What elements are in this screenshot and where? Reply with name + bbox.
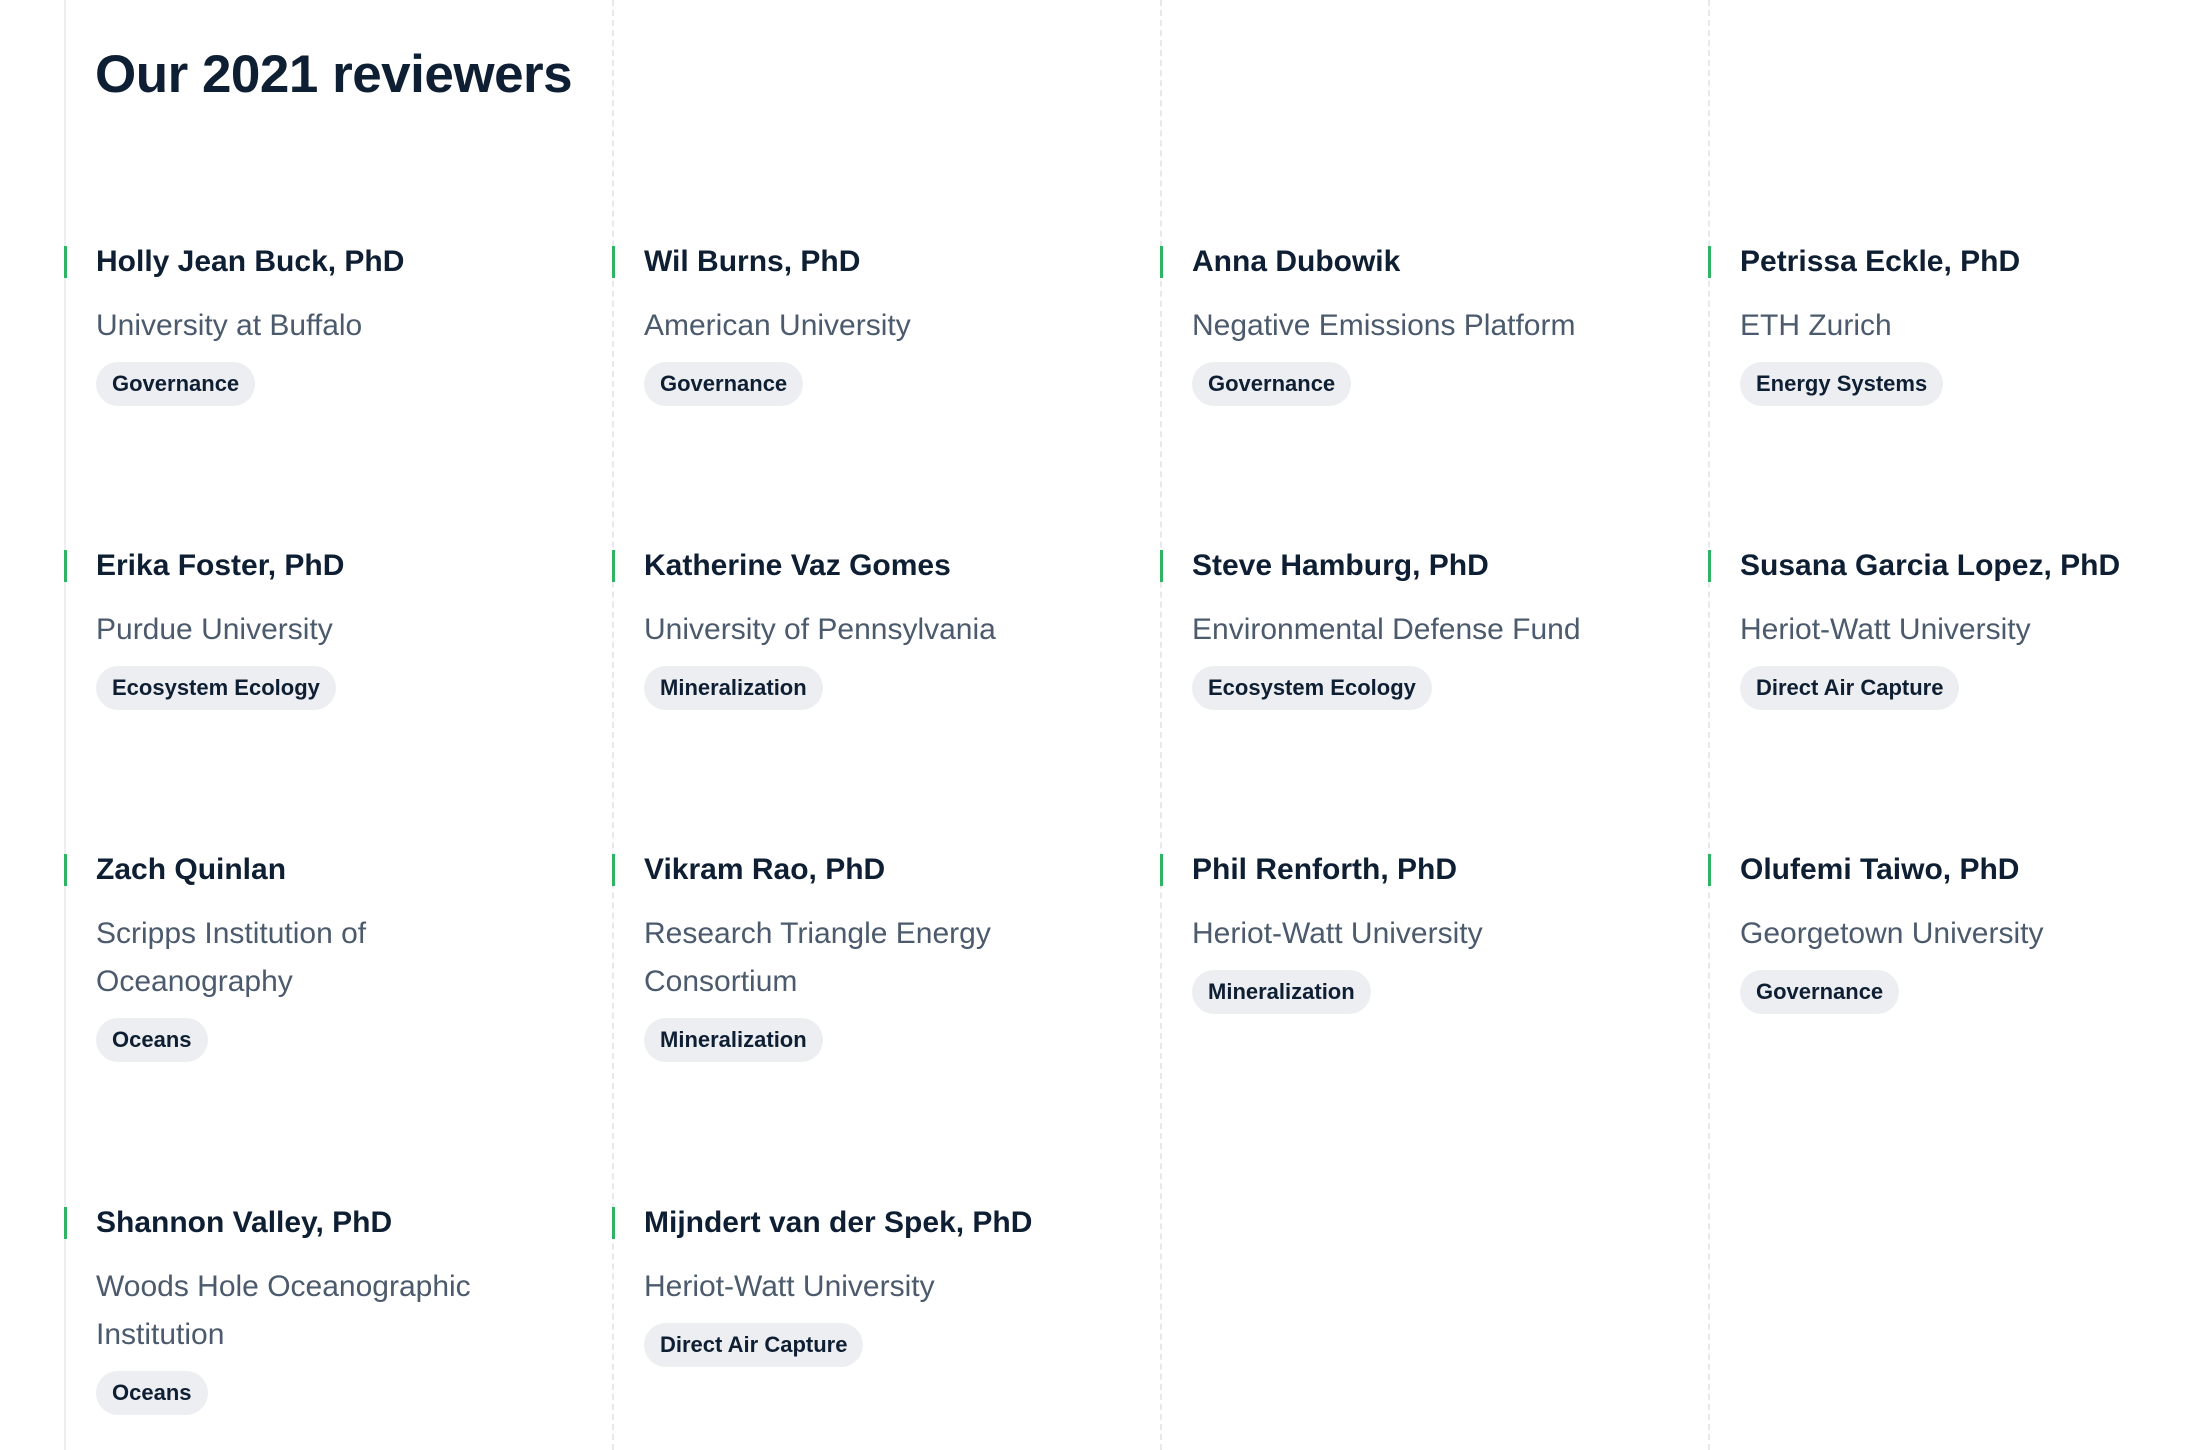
reviewer-tag: Governance [96,362,255,406]
reviewer-card [1192,848,1712,1014]
reviewer-card [96,544,616,710]
reviewer-name: Zach Quinlan [96,853,287,886]
accent-bar [64,854,67,886]
accent-bar [612,854,615,886]
accent-bar [64,1207,67,1239]
reviewer-card [96,240,616,406]
reviewer-org: Woods Hole Oceanographic Institution [96,1270,471,1351]
reviewer-org: ETH Zurich [1740,309,1892,342]
reviewer-name: Petrissa Eckle, PhD [1740,245,2021,278]
reviewer-tag: Oceans [96,1371,208,1415]
reviewer-card [1740,240,2180,406]
reviewer-tag: Energy Systems [1740,362,1943,406]
reviewer-name: Olufemi Taiwo, PhD [1740,853,2020,886]
accent-bar [612,246,615,278]
reviewer-tag: Mineralization [644,1018,823,1062]
reviewer-card [1740,544,2180,710]
reviewer-name: Erika Foster, PhD [96,549,345,582]
reviewer-card [644,1201,1164,1367]
reviewer-org: Negative Emissions Platform [1192,309,1576,342]
reviewer-org: Scripps Institution of Oceanography [96,917,367,998]
accent-bar [1160,246,1163,278]
reviewer-name: Vikram Rao, PhD [644,853,886,886]
accent-bar [1160,550,1163,582]
reviewer-org: Research Triangle Energy Consortium [644,917,991,998]
reviewer-org: Heriot-Watt University [1740,613,2031,646]
reviewer-org: Environmental Defense Fund [1192,613,1581,646]
reviewer-name: Anna Dubowik [1192,245,1401,278]
accent-bar [1160,854,1163,886]
reviewer-name: Holly Jean Buck, PhD [96,245,405,278]
reviewer-name: Steve Hamburg, PhD [1192,549,1489,582]
accent-bar [64,246,67,278]
reviewer-tag: Direct Air Capture [644,1323,863,1367]
reviewer-card [96,1201,516,1415]
column-guide-4 [1708,0,1710,1450]
reviewer-card [1192,240,1712,406]
reviewer-org: American University [644,309,911,342]
reviewer-tag: Ecosystem Ecology [96,666,336,710]
reviewer-name: Shannon Valley, PhD [96,1206,393,1239]
reviewer-tag: Governance [1740,970,1899,1014]
reviewer-tag: Ecosystem Ecology [1192,666,1432,710]
reviewer-tag: Direct Air Capture [1740,666,1959,710]
reviewer-org: University at Buffalo [96,309,363,342]
reviewer-card [1740,848,2180,1014]
reviewer-card [644,240,1164,406]
reviewer-org: Heriot-Watt University [1192,917,1483,950]
accent-bar [1708,854,1711,886]
reviewer-org: Purdue University [96,613,333,646]
reviewer-card [644,544,1164,710]
accent-bar [612,1207,615,1239]
reviewer-org: Georgetown University [1740,917,2044,950]
reviewer-card [644,848,1044,1062]
reviewer-name: Mijndert van der Spek, PhD [644,1206,1033,1239]
reviewer-name: Phil Renforth, PhD [1192,853,1457,886]
page-title: Our 2021 reviewers [95,45,573,104]
reviewer-card [1192,544,1712,710]
reviewer-name: Wil Burns, PhD [644,245,861,278]
reviewer-tag: Mineralization [644,666,823,710]
accent-bar [1708,246,1711,278]
reviewer-name: Katherine Vaz Gomes [644,549,951,582]
reviewer-card [96,848,476,1062]
accent-bar [612,550,615,582]
accent-bar [1708,550,1711,582]
reviewer-tag: Governance [1192,362,1351,406]
accent-bar [64,550,67,582]
reviewer-tag: Oceans [96,1018,208,1062]
reviewer-tag: Governance [644,362,803,406]
reviewer-org: University of Pennsylvania [644,613,996,646]
reviewer-name: Susana Garcia Lopez, PhD [1740,549,2121,582]
reviewer-tag: Mineralization [1192,970,1371,1014]
reviewer-org: Heriot-Watt University [644,1270,935,1303]
